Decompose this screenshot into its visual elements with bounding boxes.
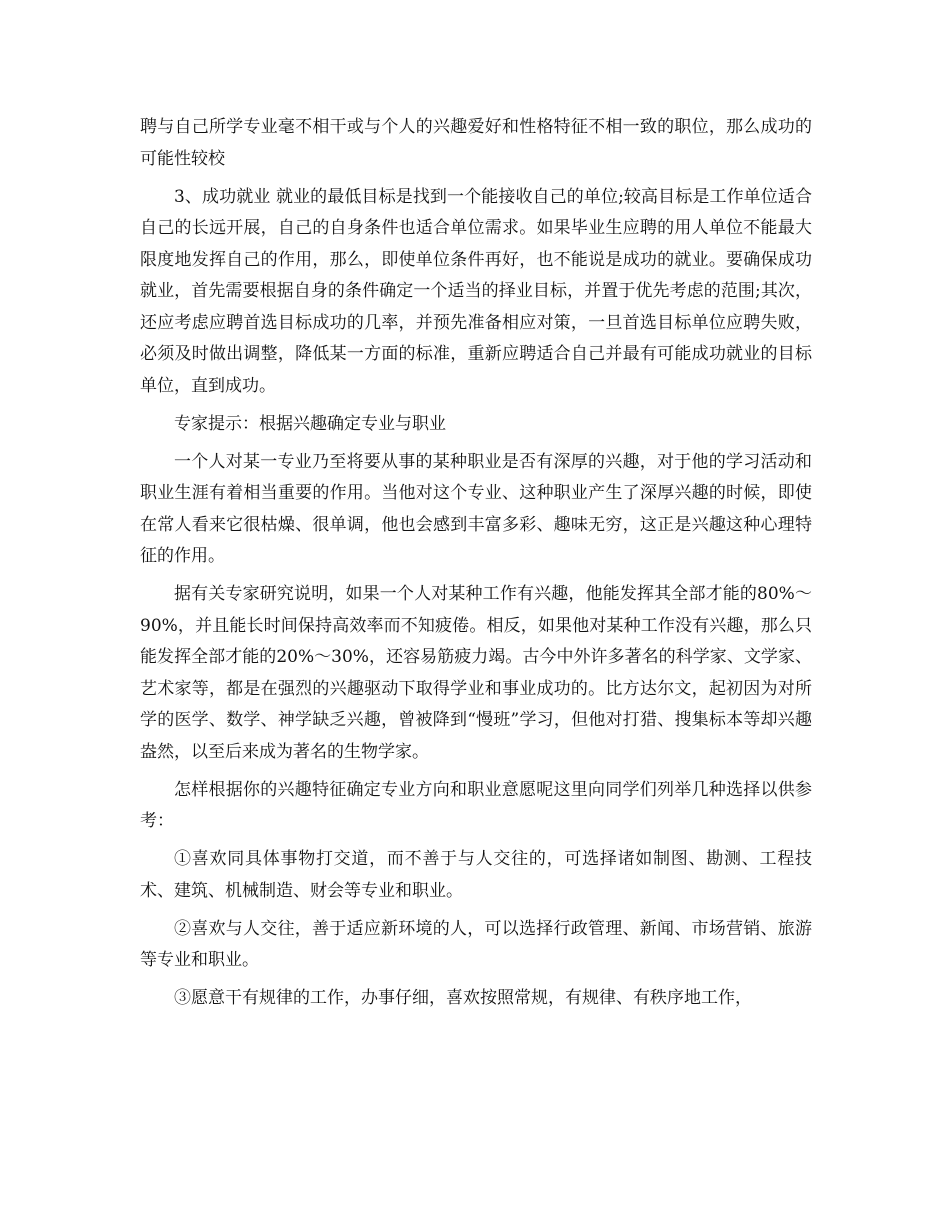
paragraph-expert-research: 据有关专家研究说明，如果一个人对某种工作有兴趣，他能发挥其全部才能的80%～90%，并且能长时间保持高效率而不知疲倦。相反，如果他对某种工作没有兴趣，那么只能发挥全部才能的20%～30%，还容易筋疲力竭。古今中外许多著名的科学家、文学家、艺术家等，都是在强烈的兴趣驱动下取得学业和事业成功的。比方达尔文，起初因为对所学的医学、数学、神学缺乏兴趣，曾被降到“慢班”学习，但他对打猎、搜集标本等却兴趣盎然，以至后来成为著名的生物学家。: [140, 584, 812, 762]
paragraph-how-to-choose: 怎样根据你的兴趣特征确定专业方向和职业意愿呢这里向同学们列举几种选择以供参考：: [140, 779, 812, 831]
paragraph-continuation: 聘与自己所学专业毫不相干或与个人的兴趣爱好和性格特征不相一致的职位，那么成功的可能性较校: [140, 117, 812, 169]
list-item-option-2: ②喜欢与人交往，善于适应新环境的人，可以选择行政管理、新闻、市场营销、旅游等专业和职业。: [140, 918, 812, 970]
document-page: [140, 112, 812, 1021]
list-item-option-3: ③愿意干有规律的工作，办事仔细，喜欢按照常规，有规律、有秩序地工作，: [174, 988, 752, 1008]
list-item-option-1: ①喜欢同具体事物打交道，而不善于与人交往的，可选择诸如制图、勘测、工程技术、建筑、机械制造、财会等专业和职业。: [140, 849, 812, 901]
paragraph-interest-importance: 一个人对某一专业乃至将要从事的某种职业是否有深厚的兴趣，对于他的学习活动和职业生涯有着相当重要的作用。当他对这个专业、这种职业产生了深厚兴趣的时候，即使在常人看来它很枯燥、很单调，他也会感到丰富多彩、趣味无穷，这正是兴趣这种心理特征的作用。: [140, 451, 812, 566]
paragraph-successful-employment: 3、成功就业 就业的最低目标是找到一个能接收自己的单位;较高目标是工作单位适合自己的长远开展，自己的自身条件也适合单位需求。如果毕业生应聘的用人单位不能最大限度地发挥自己的作用，那么，即使单位条件再好，也不能说是成功的就业。要确保成功就业，首先需要根据自身的条件确定一个适当的择业目标，并置于优先考虑的范围;其次，还应考虑应聘首选目标成功的几率，并预先准备相应对策，一旦首选目标单位应聘失败，必须及时做出调整，降低某一方面的标准，重新应聘适合自己并最有可能成功就业的目标单位，直到成功。: [140, 186, 812, 396]
section-heading-expert-tip: 专家提示：根据兴趣确定专业与职业: [174, 413, 446, 434]
